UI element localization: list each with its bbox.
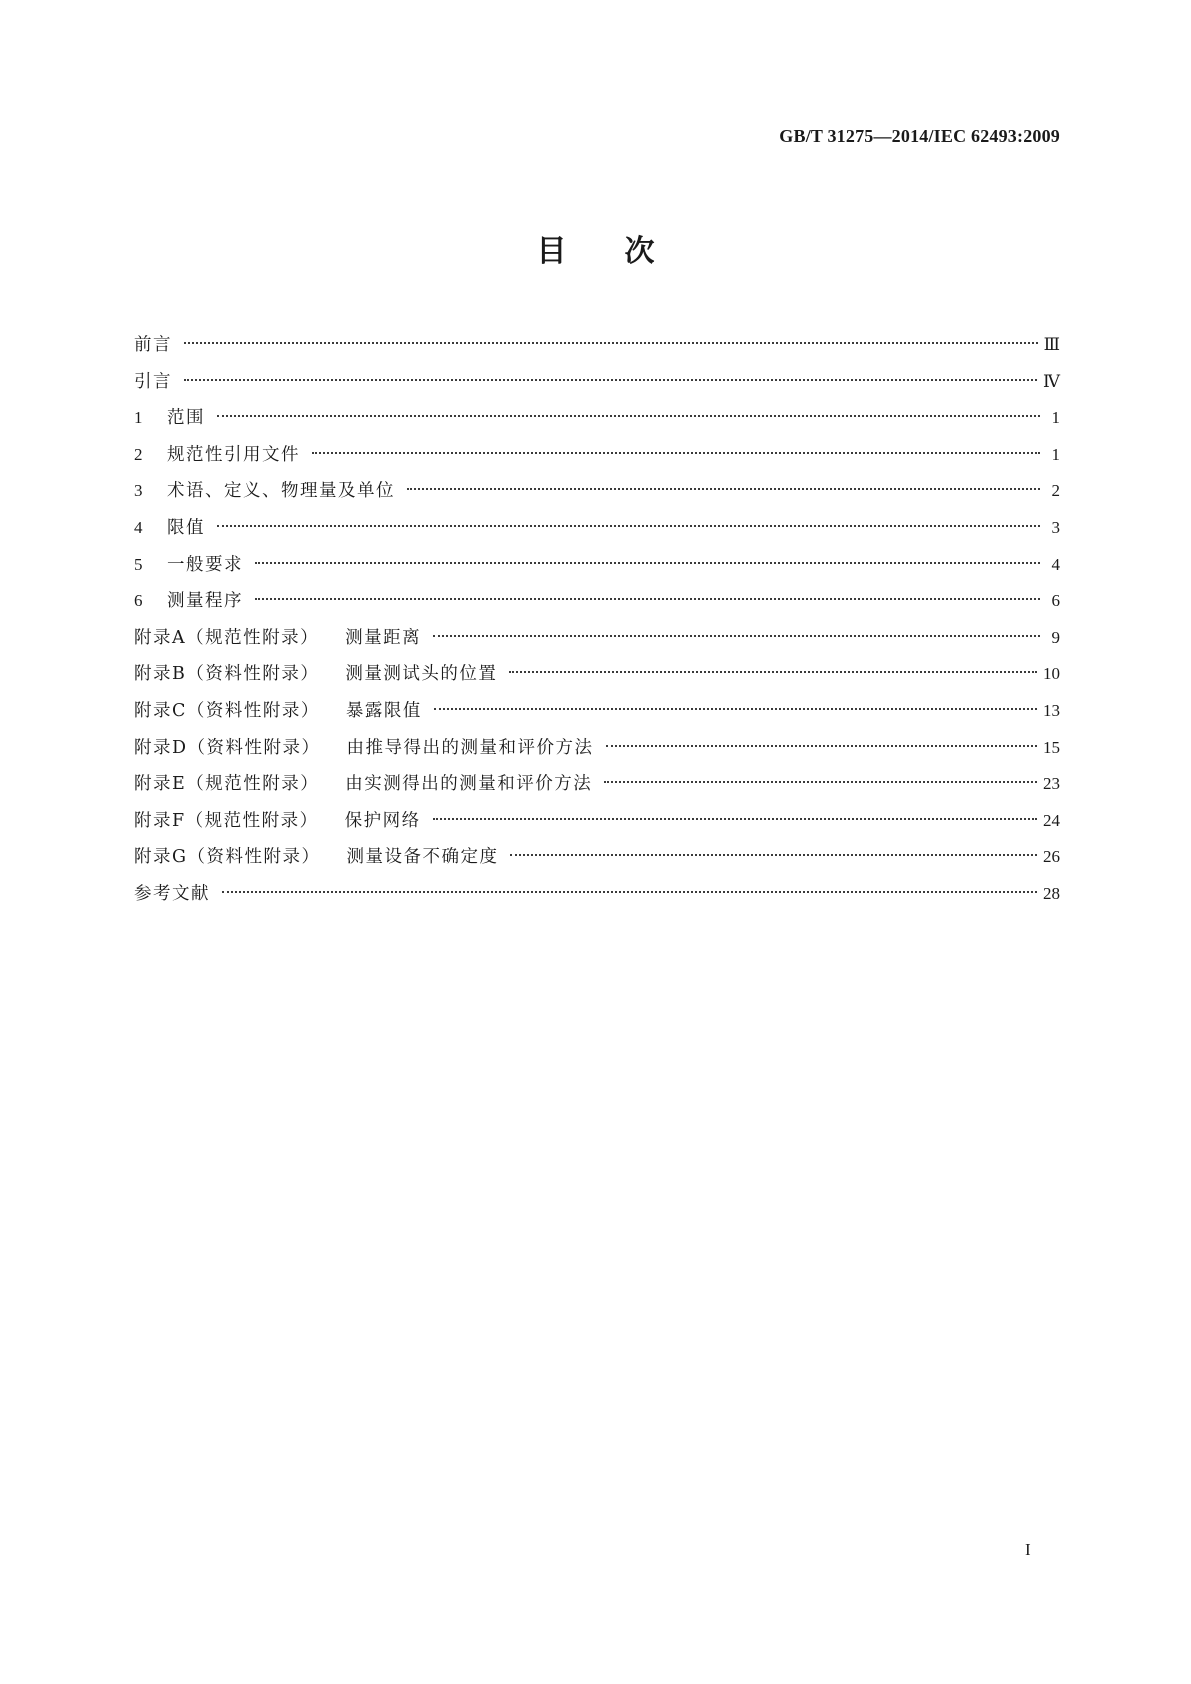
toc-entry-page: 23 [1043, 774, 1060, 794]
toc-entry-label: 附录F（规范性附录） [134, 810, 319, 831]
toc-entry-page: 13 [1043, 700, 1060, 720]
toc-entry-label: 附录C（资料性附录） [134, 700, 320, 721]
toc-entry-label: 附录E（规范性附录） [134, 774, 320, 795]
dot-leader [255, 546, 1040, 570]
toc-entry-label: 参考文献 [134, 883, 210, 904]
toc-entry-subtitle: 测量测试头的位置 [345, 664, 498, 685]
toc-entry-number: 5 [134, 554, 143, 574]
toc-entry-label: 测量程序 [167, 591, 243, 612]
toc-entry-subtitle: 由推导得出的测量和评价方法 [346, 737, 594, 758]
toc-entry-page: Ⅲ [1043, 335, 1060, 354]
toc-entry-label: 附录G（资料性附录） [134, 847, 321, 868]
toc-entry-label: 规范性引用文件 [167, 444, 300, 465]
toc-entry-page: 26 [1043, 847, 1060, 867]
toc-entry-label: 术语、定义、物理量及单位 [167, 481, 395, 502]
toc-entry-number: 1 [134, 408, 143, 428]
dot-leader [433, 619, 1040, 643]
dot-leader [509, 655, 1037, 679]
toc-entry-number: 4 [134, 517, 143, 537]
toc-entry[interactable] [134, 838, 1060, 875]
toc-entry[interactable] [134, 655, 1060, 692]
toc-entry[interactable] [134, 326, 1060, 363]
toc-entry[interactable] [134, 765, 1060, 802]
toc-entry-number: 2 [134, 444, 143, 464]
dot-leader [606, 729, 1037, 753]
toc-entry-page: 2 [1051, 481, 1060, 501]
toc-entry-label: 一般要求 [167, 554, 243, 575]
toc-entry-label: 限值 [167, 517, 205, 538]
toc-entry-subtitle: 由实测得出的测量和评价方法 [345, 774, 593, 795]
dot-leader [312, 436, 1040, 460]
toc-entry[interactable] [134, 436, 1060, 473]
toc-entry-page: 4 [1051, 554, 1060, 574]
toc-entry-page: 6 [1051, 591, 1060, 611]
toc-entry-number: 3 [134, 481, 143, 501]
toc-entry-subtitle: 测量距离 [345, 627, 422, 648]
toc-entry-number: 6 [134, 591, 143, 611]
dot-leader [217, 399, 1040, 423]
toc-entry-label: 范围 [167, 408, 205, 429]
dot-leader [217, 509, 1040, 533]
toc-entry-label: 附录B（资料性附录） [134, 664, 320, 685]
dot-leader [255, 582, 1040, 606]
toc-entry-label: 附录A（规范性附录） [134, 627, 320, 648]
dot-leader [222, 875, 1037, 899]
dot-leader [510, 838, 1037, 862]
toc-entry[interactable] [134, 692, 1060, 729]
toc-entry-label: 前言 [134, 335, 172, 355]
toc-entry-page: 1 [1051, 444, 1060, 464]
toc-entry[interactable] [134, 399, 1060, 436]
toc-entry-subtitle: 测量设备不确定度 [346, 847, 499, 868]
toc-entry[interactable] [134, 509, 1060, 546]
toc-entry-page: 10 [1043, 664, 1060, 684]
toc-entry-label: 附录D（资料性附录） [134, 737, 321, 758]
toc-entry[interactable] [134, 875, 1060, 912]
toc-entry[interactable] [134, 619, 1060, 656]
toc-entry[interactable] [134, 582, 1060, 619]
standard-code: GB/T 31275—2014/IEC 62493:2009 [779, 126, 1060, 146]
toc-entry-page: 3 [1051, 517, 1060, 537]
toc-entry-subtitle: 保护网络 [344, 810, 421, 831]
toc-entry-page: 24 [1043, 810, 1060, 830]
page-number: I [1025, 1540, 1031, 1559]
toc-entry-page: 28 [1043, 883, 1060, 903]
dot-leader [407, 472, 1040, 496]
toc-entry[interactable] [134, 802, 1060, 839]
toc-entry[interactable] [134, 472, 1060, 509]
dot-leader [604, 765, 1037, 789]
toc-entry-page: 15 [1043, 737, 1060, 757]
toc-entry-label: 引言 [134, 371, 172, 392]
dot-leader [434, 692, 1037, 716]
toc-entry-page: 9 [1051, 627, 1060, 647]
toc-entry-subtitle: 暴露限值 [345, 700, 422, 721]
toc-entry[interactable] [134, 546, 1060, 583]
dot-leader [184, 326, 1038, 350]
toc-entry-page: 1 [1051, 408, 1060, 428]
toc-entry-page: Ⅳ [1043, 371, 1060, 391]
toc-entry[interactable] [134, 729, 1060, 766]
dot-leader [433, 802, 1037, 826]
toc-entry[interactable] [134, 363, 1060, 400]
page-title: 目次 [536, 234, 713, 269]
dot-leader [184, 363, 1037, 387]
table-of-contents [134, 326, 1060, 912]
